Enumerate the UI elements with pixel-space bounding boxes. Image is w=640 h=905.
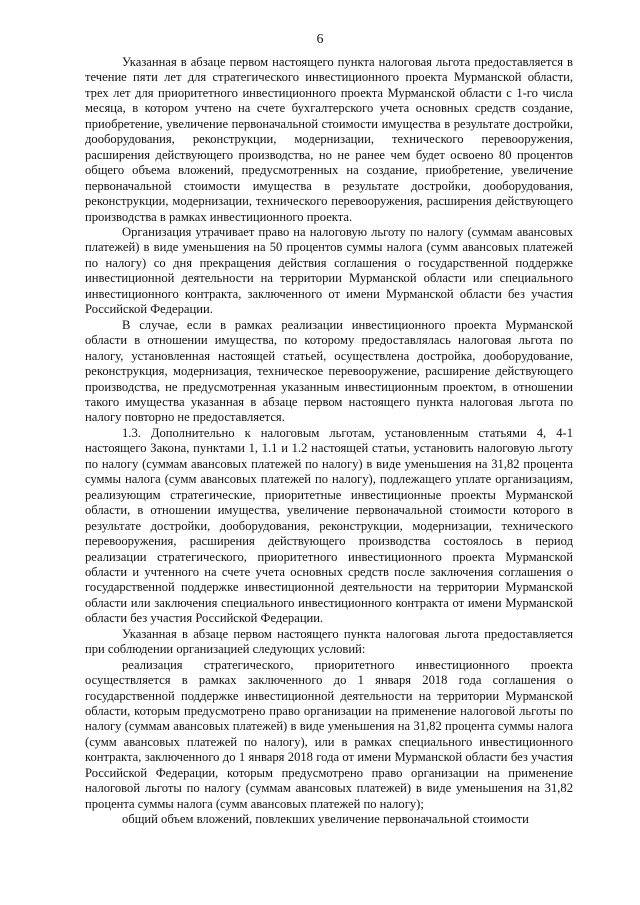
paragraph-benefit-period: Указанная в абзаце первом настоящего пункта налоговая льгота предоставляется в течение пяти лет для стратегического инвестиционного проекта Мурманской области, трех лет для приоритетного инвестиционного проекта Мурманской области с 1-го числа месяца, в котором учтено на счете бухгалтерского учета основных средств создание, приобретение, увеличение первоначальной стоимости имущества в результате достройки, дооборудования, реконструкции, модернизации, технического перевооружения, расширения действующего производства, но не ранее чем будет освоено 80 процентов общего объема вложений, предусмотренных на создание, приобретение, увеличение первоначальной стоимости имущества в результате достройки, дооборудования, реконструкции, модернизации, технического перевооружения, расширения действующего производства в рамках инвестиционного проекта.	[85, 55, 573, 224]
paragraph-condition-agreement: реализация стратегического, приоритетного инвестиционного проекта осуществляется в рамках заключенного до 1 января 2018 года соглашения о государственной поддержке инвестиционной деятельности на территории Мурманской области, которым предусмотрено право организации на применение налоговой льготы по налогу (суммам авансовых платежей) в виде уменьшения на 31,82 процента суммы налога (сумм авансовых платежей по налогу), или в рамках специального инвестиционного контракта, заключенного до 1 января 2018 года от имени Мурманской области без участия Российской Федерации, которым предусмотрено право организации на применение налоговой льготы по налогу (суммам авансовых платежей) в виде уменьшения на 31,82 процента суммы налога (сумм авансовых платежей по налогу);	[85, 657, 573, 811]
document-body	[85, 55, 573, 828]
paragraph-loss-of-right: Организация утрачивает право на налоговую льготу по налогу (суммам авансовых платежей) в виде уменьшения на 50 процентов суммы налога (сумм авансовых платежей по налогу) со дня прекращения действия соглашения о государственной поддержке инвестиционной деятельности на территории Мурманской области или специального инвестиционного контракта, заключенного от имени Мурманской области без участия Российской Федерации.	[85, 224, 573, 317]
paragraph-no-repeat-benefit: В случае, если в рамках реализации инвестиционного проекта Мурманской области в отношении имущества, по которому предоставлялась налоговая льгота по налогу, установленная настоящей статьей, осуществлена достройка, дооборудование, реконструкция, модернизация, техническое перевооружение, расширение действующего производства, не предусмотренная указанным инвестиционным проектом, в отношении такого имущества указанная в абзаце первом настоящего пункта налоговая льгота по налогу повторно не предоставляется.	[85, 317, 573, 425]
paragraph-clause-1-3: 1.3. Дополнительно к налоговым льготам, установленным статьями 4, 4-1 настоящего Закона, пунктами 1, 1.1 и 1.2 настоящей статьи, установить налоговую льготу по налогу (суммам авансовых платежей по налогу) в виде уменьшения на 31,82 процента суммы налога (сумм авансовых платежей по налогу), подлежащего уплате организациям, реализующим стратегические, приоритетные инвестиционные проекты Мурманской области, в отношении имущества, увеличение первоначальной стоимости которого в результате достройки, дооборудования, реконструкции, модернизации, технического перевооружения, расширения действующего производства состоялось в период реализации стратегического, приоритетного инвестиционного проекта Мурманской области и учтенного на счете учета основных средств после заключения соглашения о государственной поддержке инвестиционной деятельности на территории Мурманской области или заключения специального инвестиционного контракта от имени Мурманской области без участия Российской Федерации.	[85, 425, 573, 626]
paragraph-condition-investment-volume: общий объем вложений, повлекших увеличение первоначальной стоимости	[122, 812, 529, 827]
paragraph-conditions-intro: Указанная в абзаце первом настоящего пункта налоговая льгота предоставляется при соблюдении организацией следующих условий:	[85, 626, 573, 657]
page-number: 6	[316, 31, 324, 46]
